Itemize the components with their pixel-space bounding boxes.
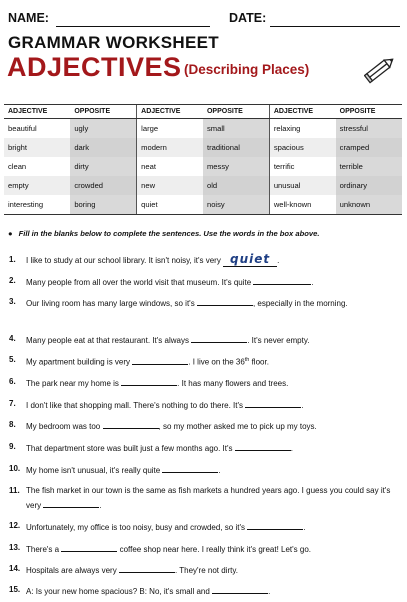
answer-field[interactable]	[191, 333, 247, 343]
sentence-text: My apartment building is very	[26, 357, 131, 367]
sentence-text: .	[311, 278, 314, 287]
sentence-text: Our living room has many large windows, so it's	[26, 299, 195, 308]
sentence-text: There's a	[26, 545, 60, 554]
sentence-text: Many people from all over the world visit that museum. It's quite	[26, 278, 252, 287]
adjective-table	[4, 104, 402, 215]
sentence-text: I like to study at our school library. It isn't noisy, it's very	[26, 256, 221, 265]
item-number: 2.	[9, 276, 16, 285]
table-cell: small	[203, 119, 269, 139]
table-cell: empty	[4, 176, 70, 195]
table-cell: neat	[137, 157, 203, 176]
table-cell: large	[137, 119, 203, 139]
item-number: 10.	[9, 464, 21, 473]
table-header: ADJECTIVE	[137, 105, 203, 119]
name-label: NAME:	[8, 11, 49, 25]
table-cell: quiet	[137, 195, 203, 215]
worksheet-title: GRAMMAR WORKSHEET	[8, 33, 219, 52]
answer-field[interactable]	[212, 584, 271, 596]
sentence-text: .	[301, 401, 304, 410]
sentence-text: .	[303, 523, 306, 532]
table-cell: modern	[137, 138, 203, 157]
table-cell: noisy	[203, 195, 269, 215]
table-cell: unusual	[269, 176, 335, 195]
table-cell: interesting	[4, 195, 70, 215]
table-cell: traditional	[203, 138, 269, 157]
sentence-text: .	[290, 444, 293, 453]
answer-field[interactable]	[253, 275, 314, 287]
answer-field[interactable]	[235, 441, 291, 451]
answer-field[interactable]	[247, 520, 306, 532]
item-number: 3.	[9, 297, 16, 306]
answer-field[interactable]	[121, 376, 177, 386]
item-text	[26, 398, 397, 413]
pencil-icon	[364, 52, 398, 86]
answer-field[interactable]	[162, 463, 221, 475]
answer-field[interactable]	[197, 296, 253, 306]
sentence-text: . It has many flowers and trees.	[177, 379, 289, 388]
sentence-text: . They're not dirty.	[174, 566, 238, 575]
table-cell: old	[203, 176, 269, 195]
sentence-text: , especially in the morning.	[252, 299, 348, 308]
table-cell: boring	[70, 195, 136, 215]
sentence-text: A: Is your new home spacious? B: No, it's small and	[26, 587, 210, 596]
bullet-icon: ●	[8, 229, 13, 238]
sentence-text: The fish market in our town is the same as fish markets a hundred years ago. I guess you could say it's very	[26, 486, 391, 510]
table-row	[4, 157, 402, 176]
table-header: OPPOSITE	[336, 105, 402, 119]
item-number: 9.	[9, 442, 16, 451]
answer-field[interactable]	[132, 355, 188, 365]
sentence-text: .	[277, 256, 280, 265]
item-number: 11.	[9, 486, 20, 495]
table-row	[4, 119, 402, 139]
sentence-text: I don't like that shopping mall. There's nothing to do there. It's	[26, 401, 244, 410]
sentence-text: The park near my home is	[26, 379, 119, 388]
item-text	[26, 542, 397, 557]
instructions	[8, 229, 319, 238]
table-header: OPPOSITE	[203, 105, 269, 119]
table-cell: terrible	[336, 157, 402, 176]
item-text	[26, 376, 397, 391]
item-number: 14.	[9, 564, 21, 573]
worksheet-header	[8, 11, 401, 29]
item-number: 13.	[9, 543, 21, 552]
table-cell: crowded	[70, 176, 136, 195]
table-cell: ordinary	[336, 176, 402, 195]
answer-text: quiet	[230, 252, 271, 266]
name-field[interactable]	[56, 26, 210, 27]
item-text	[26, 463, 397, 478]
item-number: 1.	[9, 255, 16, 264]
item-text	[26, 275, 397, 290]
table-cell: beautiful	[8, 124, 37, 133]
answer-field[interactable]	[61, 542, 117, 552]
sentence-text: coffee shop near here. I really think it's great! Let's go.	[117, 545, 312, 554]
table-cell: bright	[4, 138, 70, 157]
table-header: OPPOSITE	[70, 105, 136, 119]
sentence-text: Many people eat at that restaurant. It's always	[26, 336, 189, 345]
item-text	[26, 441, 397, 456]
item-text	[26, 333, 397, 348]
item-text	[26, 563, 397, 578]
table-row	[4, 176, 402, 195]
table-cell: relaxing	[269, 119, 335, 139]
date-field[interactable]	[270, 26, 400, 27]
topic-title: ADJECTIVES	[7, 52, 182, 82]
sentence-text: .	[218, 466, 221, 475]
sentence-text: floor.	[249, 357, 269, 367]
table-cell: well-known	[269, 195, 335, 215]
sentence-text: That department store was built just a few months ago. It's	[26, 444, 233, 453]
sentence-text: . It's never empty.	[247, 336, 310, 345]
date-label: DATE:	[229, 11, 267, 25]
table-cell: dirty	[70, 157, 136, 176]
item-text	[26, 520, 397, 535]
table-cell: stressful	[336, 119, 402, 139]
table-cell: cramped	[336, 138, 402, 157]
item-text	[26, 254, 397, 268]
item-text	[26, 354, 397, 369]
item-number: 12.	[9, 521, 21, 530]
table-header: ADJECTIVE	[269, 105, 335, 119]
item-number: 8.	[9, 420, 16, 429]
table-cell: messy	[203, 157, 269, 176]
sentence-text: Hospitals are always very	[26, 566, 117, 575]
item-text	[26, 296, 397, 311]
table-cell: spacious	[269, 138, 335, 157]
sentence-text: Unfortunately, my office is too noisy, busy and crowded, so it's	[26, 523, 245, 532]
item-number: 7.	[9, 399, 16, 408]
item-number: 4.	[9, 334, 16, 343]
topic-subtitle: (Describing Places)	[184, 62, 310, 77]
table-header-row	[4, 105, 402, 119]
item-text	[26, 485, 397, 512]
sentence-text: .	[268, 587, 271, 596]
table-header: ADJECTIVE	[4, 105, 70, 119]
ordinal-suffix: th	[244, 357, 250, 363]
instructions-text: Fill in the blanks below to complete the sentences. Use the words in the box above.	[18, 229, 320, 238]
item-text	[26, 584, 397, 599]
table-cell: new	[137, 176, 203, 195]
table-row	[4, 195, 402, 215]
item-number: 15.	[9, 585, 21, 594]
sentence-text: , so my mother asked me to pick up my toys.	[158, 422, 317, 431]
answer-field[interactable]	[43, 498, 102, 510]
sentence-text: My home isn't unusual, it's really quite	[26, 466, 161, 475]
sentence-text: . I live on the 36	[188, 357, 245, 367]
answer-field[interactable]	[245, 398, 304, 410]
item-number: 5.	[9, 355, 16, 364]
table-row	[4, 138, 402, 157]
table-cell: dark	[70, 138, 136, 157]
sentence-text: My bedroom was too	[26, 422, 101, 431]
answer-field[interactable]	[103, 419, 159, 429]
table-cell: ugly	[70, 119, 136, 139]
item-text	[26, 419, 397, 434]
table-cell: terrific	[269, 157, 335, 176]
table-cell: unknown	[336, 195, 402, 215]
item-number: 6.	[9, 377, 16, 386]
table-cell: clean	[8, 162, 27, 171]
answer-field[interactable]	[119, 563, 175, 573]
answer-field[interactable]	[223, 252, 280, 267]
sentence-text: .	[99, 500, 102, 510]
